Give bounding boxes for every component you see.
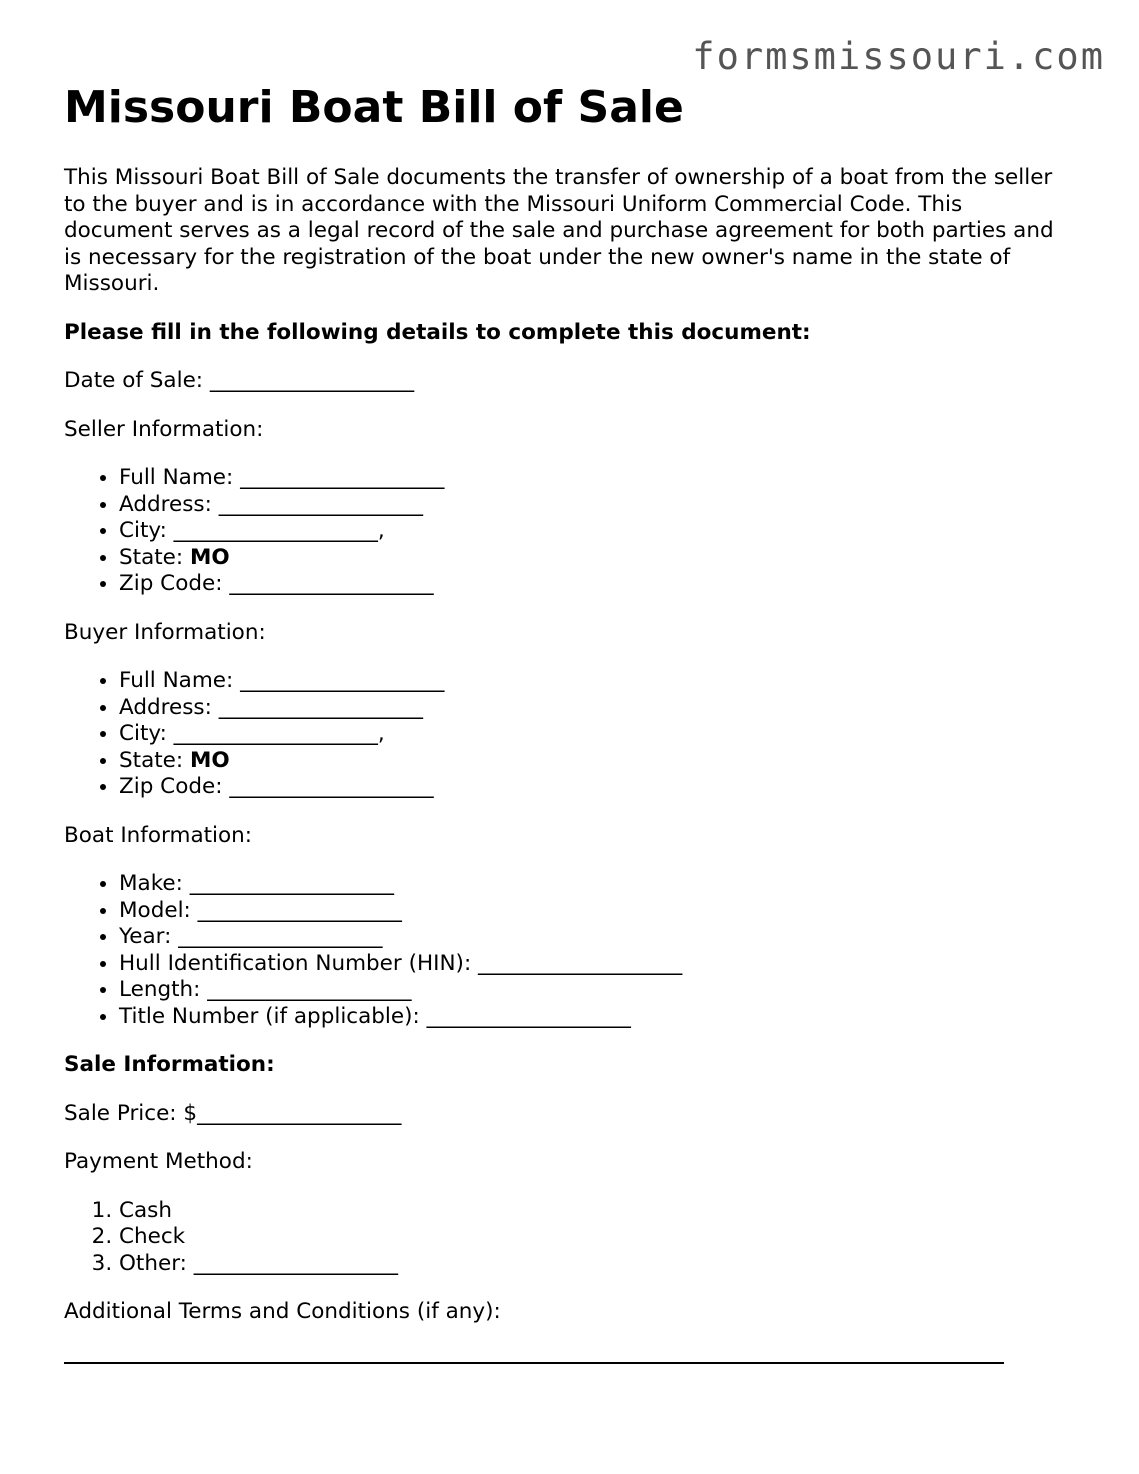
boat-model-field xyxy=(119,898,1074,925)
watermark: formsmissouri.com xyxy=(692,35,1105,78)
boat-length-blank[interactable]: ___________________ xyxy=(207,977,412,1003)
boat-title-number-label: Title Number (if applicable): xyxy=(119,1003,427,1029)
boat-year-field xyxy=(119,924,1074,951)
boat-make-label: Make: xyxy=(119,871,190,897)
date-of-sale-label: Date of Sale: xyxy=(64,368,210,394)
buyer-state-value: MO xyxy=(190,747,230,773)
boat-model-label: Model: xyxy=(119,897,198,923)
boat-hin-label: Hull Identification Number (HIN): xyxy=(119,950,479,976)
buyer-address-field xyxy=(119,695,1074,722)
boat-heading: Boat Information: xyxy=(64,822,253,848)
payment-method-other-label: Other: xyxy=(119,1250,194,1276)
document-page xyxy=(64,84,1074,1364)
seller-state-value: MO xyxy=(190,544,230,570)
sale-price-blank[interactable]: ___________________ xyxy=(197,1100,402,1126)
seller-state-label: State: xyxy=(119,544,190,570)
buyer-state-field xyxy=(119,748,1074,775)
buyer-city-blank[interactable]: ___________________ xyxy=(173,721,378,747)
sale-price-field xyxy=(64,1101,1074,1128)
boat-hin-blank[interactable]: ___________________ xyxy=(478,950,683,976)
payment-method-check: 2. Check xyxy=(119,1224,1074,1251)
buyer-state-label: State: xyxy=(119,747,190,773)
payment-method-other xyxy=(119,1251,1074,1278)
seller-list xyxy=(64,465,1074,598)
seller-zip-label: Zip Code: xyxy=(119,571,230,597)
buyer-heading: Buyer Information: xyxy=(64,619,266,645)
buyer-address-label: Address: xyxy=(119,694,219,720)
boat-year-blank[interactable]: ___________________ xyxy=(178,924,383,950)
terms-heading: Additional Terms and Conditions (if any): xyxy=(64,1299,501,1325)
payment-method-other-blank[interactable]: ___________________ xyxy=(193,1250,398,1276)
boat-length-field xyxy=(119,977,1074,1004)
seller-heading: Seller Information: xyxy=(64,416,264,442)
buyer-zip-blank[interactable]: ___________________ xyxy=(229,774,434,800)
terms-blank-line[interactable] xyxy=(64,1362,1004,1364)
date-of-sale-blank[interactable]: ___________________ xyxy=(209,368,415,394)
buyer-city-field xyxy=(119,721,1074,748)
boat-hin-field xyxy=(119,951,1074,978)
boat-model-blank[interactable]: ___________________ xyxy=(197,897,402,923)
buyer-address-blank[interactable]: ___________________ xyxy=(218,694,423,720)
seller-address-field xyxy=(119,492,1074,519)
buyer-city-comma: , xyxy=(377,721,385,747)
buyer-full-name-label: Full Name: xyxy=(119,668,241,694)
seller-zip-field xyxy=(119,571,1074,598)
seller-address-blank[interactable]: ___________________ xyxy=(218,491,423,517)
seller-zip-blank[interactable]: ___________________ xyxy=(229,571,434,597)
seller-city-comma: , xyxy=(377,518,385,544)
boat-title-number-field xyxy=(119,1004,1074,1031)
boat-title-number-blank[interactable]: ___________________ xyxy=(426,1003,631,1029)
sale-heading: Sale Information: xyxy=(64,1052,275,1078)
sale-price-label: Sale Price: $ xyxy=(64,1100,198,1126)
boat-make-field xyxy=(119,871,1074,898)
buyer-zip-label: Zip Code: xyxy=(119,774,230,800)
buyer-zip-field xyxy=(119,774,1074,801)
seller-city-label: City: xyxy=(119,518,174,544)
payment-method-heading: Payment Method: xyxy=(64,1149,253,1175)
buyer-city-label: City: xyxy=(119,721,174,747)
seller-city-field xyxy=(119,518,1074,545)
buyer-full-name-blank[interactable]: ___________________ xyxy=(240,668,445,694)
date-of-sale-field xyxy=(64,368,1074,395)
buyer-list xyxy=(64,668,1074,801)
seller-state-field xyxy=(119,545,1074,572)
boat-length-label: Length: xyxy=(119,977,208,1003)
boat-make-blank[interactable]: ___________________ xyxy=(189,871,394,897)
intro-paragraph: This Missouri Boat Bill of Sale documents the transfer of ownership of a boat from the seller to the buyer and is in accordance with the Missouri Uniform Commercial Code. This document serves as a legal record of the sale and purchase agreement for both parties and is necessary for the registration of the boat under the new owner's name in the state of Missouri. xyxy=(64,165,1054,297)
payment-method-list xyxy=(64,1198,1074,1278)
seller-city-blank[interactable]: ___________________ xyxy=(173,518,378,544)
buyer-full-name-field xyxy=(119,668,1074,695)
seller-full-name-field xyxy=(119,465,1074,492)
seller-address-label: Address: xyxy=(119,491,219,517)
boat-year-label: Year: xyxy=(119,924,179,950)
boat-list xyxy=(64,871,1074,1030)
document-title: Missouri Boat Bill of Sale xyxy=(64,82,684,133)
seller-full-name-label: Full Name: xyxy=(119,465,241,491)
seller-full-name-blank[interactable]: ___________________ xyxy=(240,465,445,491)
instruction-heading: Please fill in the following details to complete this document: xyxy=(64,319,811,345)
payment-method-cash: 1. Cash xyxy=(119,1198,1074,1225)
